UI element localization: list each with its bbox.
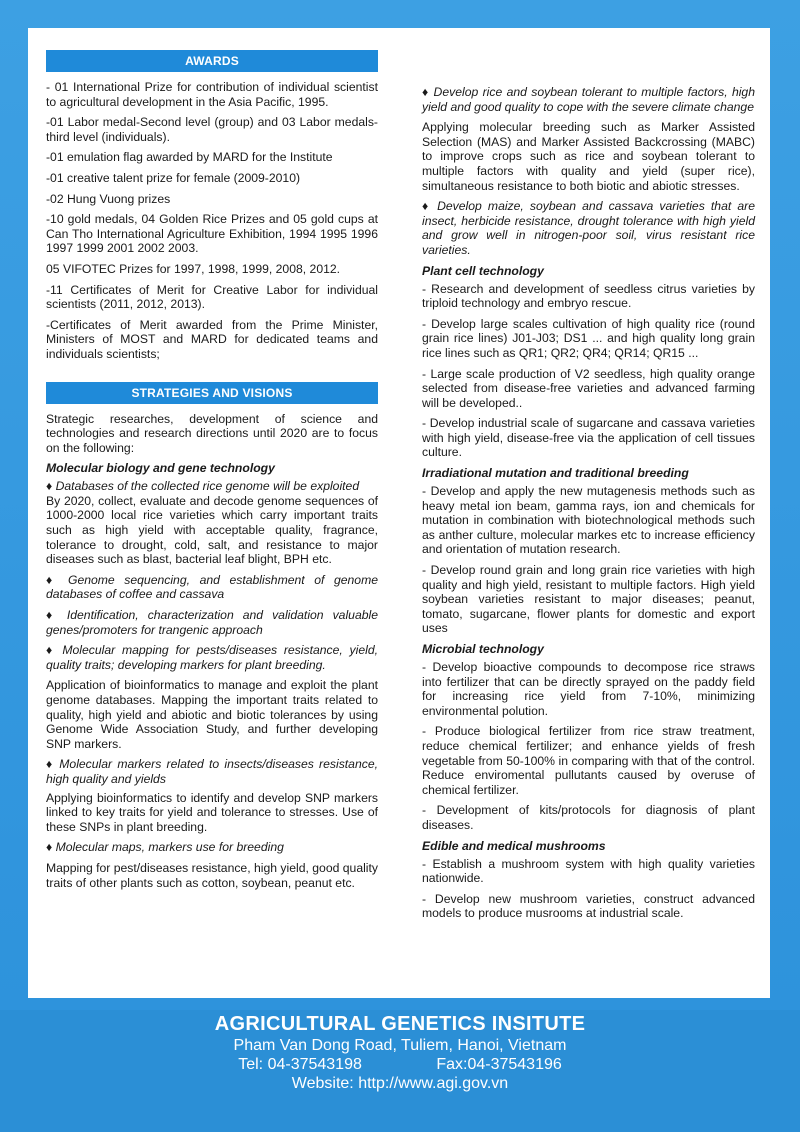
paragraph: - Establish a mushroom system with high quality varieties nationwide. (422, 856, 755, 886)
strategies-intro: Strategic researches, development of science and technologies and research directions until 2020 are to focus on the following: (46, 411, 378, 455)
subheading-irradiational: Irradiational mutation and traditional breeding (422, 466, 689, 481)
telephone: Tel: 04-37543198 (238, 1056, 362, 1073)
paragraph: Mapping for pest/diseases resistance, high yield, good quality traits of other plants such as cotton, soybean, peanut etc. (46, 860, 378, 890)
website-link[interactable]: Website: http://www.agi.gov.vn (291, 1075, 509, 1092)
paragraph: - Develop round grain and long grain rice varieties with high quality and high yield, resistant to multiple factors. High yield soybean varieties resistant to major diseases; peanut, tomato, sugarcane, flower plants for domestic and export uses (422, 563, 755, 636)
paragraph: - Research and development of seedless citrus varieties by triploid technology and embryo rescue. (422, 281, 755, 311)
subheading-mushrooms: Edible and medical mushrooms (422, 838, 606, 853)
bullet-heading: ♦ Molecular markers related to insects/diseases resistance, high quality and yields (46, 757, 378, 786)
paragraph: - Develop industrial scale of sugarcane and cassava varieties with high yield, disease-free via the application of cell tissues culture. (422, 416, 755, 460)
right-column (422, 85, 755, 927)
bullet-heading: ♦ Develop maize, soybean and cassava varieties that are insect, herbicide resistance, drought tolerance with high yield and grow well in nitrogen-poor soil, virus resistant rice varieties. (422, 199, 755, 257)
awards-list (46, 80, 378, 362)
paragraph: - Development of kits/protocols for diagnosis of plant diseases. (422, 803, 755, 832)
paragraph: - Large scale production of V2 seedless, high quality orange selected from disease-free varieties and advanced farming will be developed.. (422, 366, 755, 410)
paragraph: - Develop and apply the new mutagenesis methods such as heavy metal ion beam, gamma rays, ion and chemicals for mutation in combination with biotechnological methods such as anther culture, molecular markes etc to increase efficiency and orientation of mutation research. (422, 484, 755, 557)
bullet-heading: ♦ Molecular mapping for pests/diseases resistance, yield, quality traits; developing markers for plant breeding. (46, 643, 378, 672)
left-column (46, 50, 378, 896)
paragraph: - Produce biological fertilizer from rice straw treatment, reduce chemical fertilizer; and enhance yields of fresh vegetable from 50-100% in comparing with that of the control. Reduce enviromental pullutants caused by overuse of chemical fertilizer. (422, 724, 755, 797)
subheading-microbial: Microbial technology (422, 642, 544, 656)
paragraph: Applying bioinformatics to identify and develop SNP markers linked to key traits for yield and tolerance to stresses. Use of these SNPs in plant breeding. (46, 790, 378, 834)
award-item: -01 Labor medal-Second level (group) and 03 Labor medals-third level (individuals). (46, 115, 378, 144)
contact-line (0, 1055, 800, 1074)
award-item: - 01 International Prize for contribution of individual scientist to agricultural development in the Asia Pacific, 1995. (46, 80, 378, 109)
footer (0, 1010, 800, 1132)
awards-heading: AWARDS (46, 50, 378, 72)
bullet-heading: ♦ Molecular maps, markers use for breeding (46, 840, 284, 855)
strategies-heading: STRATEGIES AND VISIONS (46, 382, 378, 404)
address: Pham Van Dong Road, Tuliem, Hanoi, Vietnam (233, 1037, 567, 1054)
award-item: -02 Hung Vuong prizes (46, 191, 171, 206)
paragraph: Applying molecular breeding such as Marker Assisted Selection (MAS) and Marker Assisted Backcrossing (MABC) to improve crops such as rice and soybean tolerant to multiple factors with quality and yield (super rice), simultaneous resistance to both biotic and abiotic stresses. (422, 120, 755, 193)
paragraph: - Develop bioactive compounds to decompose rice straws into fertilizer that can be directly sprayed on the paddy field for increasing rice yield from 7-10%, minimizing environmental polution. (422, 660, 755, 718)
award-item: 05 VIFOTEC Prizes for 1997, 1998, 1999, 2008, 2012. (46, 261, 341, 276)
paragraph: - Develop large scales cultivation of high quality rice (round grain rice lines) J01-J03; DS1 ... and high quality long grain rice lines such as QR1; QR2; QR4; QR14; QR15 ... (422, 316, 755, 360)
bullet-heading: ♦ Develop rice and soybean tolerant to multiple factors, high yield and good quality to cope with the severe climate change (422, 85, 755, 114)
subheading-molecular-biology: Molecular biology and gene technology (46, 461, 275, 476)
paragraph: By 2020, collect, evaluate and decode genome sequences of 1000-2000 local rice varieties which carry important traits such as high yield with acceptable quality, fragrance, tolerance to drought, cold, salt, and resistance to major diseases such as blast, bacterial leaf blight, BPH etc. (46, 493, 378, 567)
award-item: -01 creative talent prize for female (2009-2010) (46, 170, 301, 185)
award-item: -10 gold medals, 04 Golden Rice Prizes and 05 gold cups at Can Tho International Agriculture Exhibition, 1994 1995 1996 1997 1999 2001 2002 2003. (46, 212, 378, 256)
award-item: -01 emulation flag awarded by MARD for the Institute (46, 150, 333, 165)
organization-name: AGRICULTURAL GENETICS INSITUTE (214, 1013, 586, 1035)
bullet-heading: ♦ Identification, characterization and validation valuable genes/promoters for trangenic approach (46, 608, 378, 637)
subheading-plant-cell: Plant cell technology (422, 263, 544, 278)
paragraph: - Develop new mushroom varieties, construct advanced models to produce musrooms at industrial scale. (422, 891, 755, 921)
award-item: -Certificates of Merit awarded from the Prime Minister, Ministers of MOST and MARD for dedicated teams and individuals scientists; (46, 317, 378, 361)
award-item: -11 Certificates of Merit for Creative Labor for individual scientists (2011, 2012, 2013). (46, 282, 378, 312)
paragraph: Application of bioinformatics to manage and exploit the plant genome databases. Mapping the important traits related to quality, high yield and abiotic and biotic tolerances by using Genome Wide Association Study, and further developing SNP markers. (46, 678, 378, 751)
bullet-heading: ♦ Genome sequencing, and establishment of genome databases of coffee and cassava (46, 572, 378, 602)
fax: Fax:04-37543196 (436, 1056, 562, 1073)
bullet-heading: ♦ Databases of the collected rice genome will be exploited (46, 479, 360, 494)
